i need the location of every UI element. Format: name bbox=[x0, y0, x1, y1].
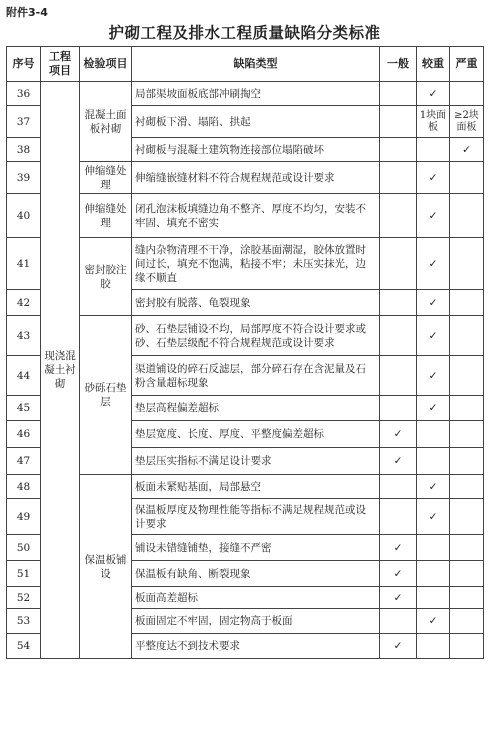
row-number: 36 bbox=[7, 82, 41, 106]
severe-mark bbox=[450, 634, 484, 659]
defect-cell: 衬砌板下滑、塌陷、拱起 bbox=[132, 106, 380, 138]
defect-cell: 垫层压实指标不满足设计要求 bbox=[132, 448, 380, 475]
header-serious: 较重 bbox=[417, 47, 450, 82]
serious-mark: ✓ bbox=[417, 475, 450, 499]
defect-cell: 渠道铺设的碎石反滤层，部分碎石存在含泥量及石粉含量超标现象 bbox=[132, 356, 380, 396]
serious-mark: ✓ bbox=[417, 356, 450, 396]
general-mark bbox=[380, 162, 417, 194]
row-number: 47 bbox=[7, 448, 41, 475]
row-number: 38 bbox=[7, 138, 41, 162]
defect-cell: 垫层高程偏差超标 bbox=[132, 396, 380, 421]
row-number: 43 bbox=[7, 316, 41, 356]
defect-cell: 闭孔泡沫板填缝边角不整齐、厚度不均匀，安装不牢固、填充不密实 bbox=[132, 194, 380, 238]
item-concrete-panel: 混凝土面板衬砌 bbox=[80, 82, 132, 162]
serious-mark: ✓ bbox=[417, 316, 450, 356]
serious-mark: ✓ bbox=[417, 499, 450, 535]
general-mark: ✓ bbox=[380, 448, 417, 475]
serious-mark bbox=[417, 535, 450, 561]
defect-cell: 保温板厚度及物理性能等指标不满足规程规范或设计要求 bbox=[132, 499, 380, 535]
defect-cell: 垫层宽度、长度、厚度、平整度偏差超标 bbox=[132, 421, 380, 448]
attachment-label: 附件3-4 bbox=[6, 6, 48, 19]
general-mark bbox=[380, 499, 417, 535]
general-mark bbox=[380, 396, 417, 421]
general-mark bbox=[380, 194, 417, 238]
row-number: 39 bbox=[7, 162, 41, 194]
serious-mark: ✓ bbox=[417, 609, 450, 634]
general-mark bbox=[380, 475, 417, 499]
defect-cell: 密封胶有脱落、龟裂现象 bbox=[132, 290, 380, 316]
row-number: 51 bbox=[7, 561, 41, 587]
severe-mark bbox=[450, 290, 484, 316]
serious-mark: ✓ bbox=[417, 162, 450, 194]
severe-mark bbox=[450, 421, 484, 448]
item-sealant: 密封胶注胶 bbox=[80, 238, 132, 316]
row-number: 44 bbox=[7, 356, 41, 396]
header-severe: 严重 bbox=[450, 47, 484, 82]
general-mark bbox=[380, 138, 417, 162]
defect-cell: 伸缩缝嵌缝材料不符合规程规范或设计要求 bbox=[132, 162, 380, 194]
row-number: 54 bbox=[7, 634, 41, 659]
general-mark bbox=[380, 106, 417, 138]
severe-mark bbox=[450, 238, 484, 290]
serious-mark: ✓ bbox=[417, 290, 450, 316]
severe-mark bbox=[450, 499, 484, 535]
row-number: 52 bbox=[7, 587, 41, 609]
serious-mark: ✓ bbox=[417, 238, 450, 290]
defect-cell: 保温板有缺角、断裂现象 bbox=[132, 561, 380, 587]
severe-mark bbox=[450, 162, 484, 194]
defect-cell: 板面固定不牢固，固定物高于板面 bbox=[132, 609, 380, 634]
severe-mark bbox=[450, 448, 484, 475]
header-no: 序号 bbox=[7, 47, 41, 82]
defect-cell: 局部渠坡面板底部冲刷掏空 bbox=[132, 82, 380, 106]
general-mark bbox=[380, 238, 417, 290]
row-number: 41 bbox=[7, 238, 41, 290]
row-number: 37 bbox=[7, 106, 41, 138]
severe-mark: ✓ bbox=[450, 138, 484, 162]
serious-mark: ✓ bbox=[417, 194, 450, 238]
severe-mark bbox=[450, 475, 484, 499]
severe-mark bbox=[450, 356, 484, 396]
serious-mark bbox=[417, 561, 450, 587]
row-number: 46 bbox=[7, 421, 41, 448]
general-mark: ✓ bbox=[380, 421, 417, 448]
header-item: 检验项目 bbox=[80, 47, 132, 82]
serious-mark: 1块面板 bbox=[417, 106, 450, 138]
severe-mark: ≥2块面板 bbox=[450, 106, 484, 138]
serious-mark: ✓ bbox=[417, 82, 450, 106]
page-title: 护砌工程及排水工程质量缺陷分类标准 bbox=[108, 24, 381, 42]
serious-mark bbox=[417, 421, 450, 448]
defect-cell: 平整度达不到技术要求 bbox=[132, 634, 380, 659]
serious-mark: ✓ bbox=[417, 396, 450, 421]
severe-mark bbox=[450, 587, 484, 609]
defect-cell: 板面高差超标 bbox=[132, 587, 380, 609]
serious-mark bbox=[417, 634, 450, 659]
defect-table bbox=[6, 46, 484, 659]
severe-mark bbox=[450, 396, 484, 421]
general-mark bbox=[380, 356, 417, 396]
severe-mark bbox=[450, 82, 484, 106]
item-gravel: 砂砾石垫层 bbox=[80, 316, 132, 475]
defect-cell: 缝内杂物清理不干净，涂胶基面潮湿，胶体放置时间过长，填充不饱满，粘接不牢；未压实抹光，边缘不顺直 bbox=[132, 238, 380, 290]
table-row bbox=[7, 82, 484, 106]
header-project: 工程项目 bbox=[41, 47, 80, 82]
severe-mark bbox=[450, 561, 484, 587]
defect-cell: 铺设未错缝铺垫，接缝不严密 bbox=[132, 535, 380, 561]
defect-cell: 衬砌板与混凝土建筑物连接部位塌陷破坏 bbox=[132, 138, 380, 162]
header-general: 一般 bbox=[380, 47, 417, 82]
general-mark: ✓ bbox=[380, 561, 417, 587]
general-mark: ✓ bbox=[380, 634, 417, 659]
row-number: 48 bbox=[7, 475, 41, 499]
row-number: 42 bbox=[7, 290, 41, 316]
defect-cell: 砂、石垫层铺设不均，局部厚度不符合设计要求或砂、石垫层级配不符合规程规范或设计要求 bbox=[132, 316, 380, 356]
serious-mark bbox=[417, 138, 450, 162]
row-number: 45 bbox=[7, 396, 41, 421]
header-row bbox=[7, 47, 484, 82]
item-joint-2: 伸缩缝处理 bbox=[80, 194, 132, 238]
defect-cell: 板面未紧贴基面，局部悬空 bbox=[132, 475, 380, 499]
general-mark: ✓ bbox=[380, 587, 417, 609]
serious-mark bbox=[417, 587, 450, 609]
row-number: 40 bbox=[7, 194, 41, 238]
row-number: 53 bbox=[7, 609, 41, 634]
severe-mark bbox=[450, 609, 484, 634]
item-insulation: 保温板铺设 bbox=[80, 475, 132, 659]
row-number: 50 bbox=[7, 535, 41, 561]
severe-mark bbox=[450, 316, 484, 356]
severe-mark bbox=[450, 535, 484, 561]
severe-mark bbox=[450, 194, 484, 238]
item-joint-1: 伸缩缝处理 bbox=[80, 162, 132, 194]
project-cell: 现浇混凝土衬砌 bbox=[41, 82, 80, 659]
general-mark: ✓ bbox=[380, 535, 417, 561]
general-mark bbox=[380, 609, 417, 634]
serious-mark bbox=[417, 448, 450, 475]
row-number: 49 bbox=[7, 499, 41, 535]
header-defect: 缺陷类型 bbox=[132, 47, 380, 82]
general-mark bbox=[380, 82, 417, 106]
general-mark bbox=[380, 290, 417, 316]
general-mark bbox=[380, 316, 417, 356]
